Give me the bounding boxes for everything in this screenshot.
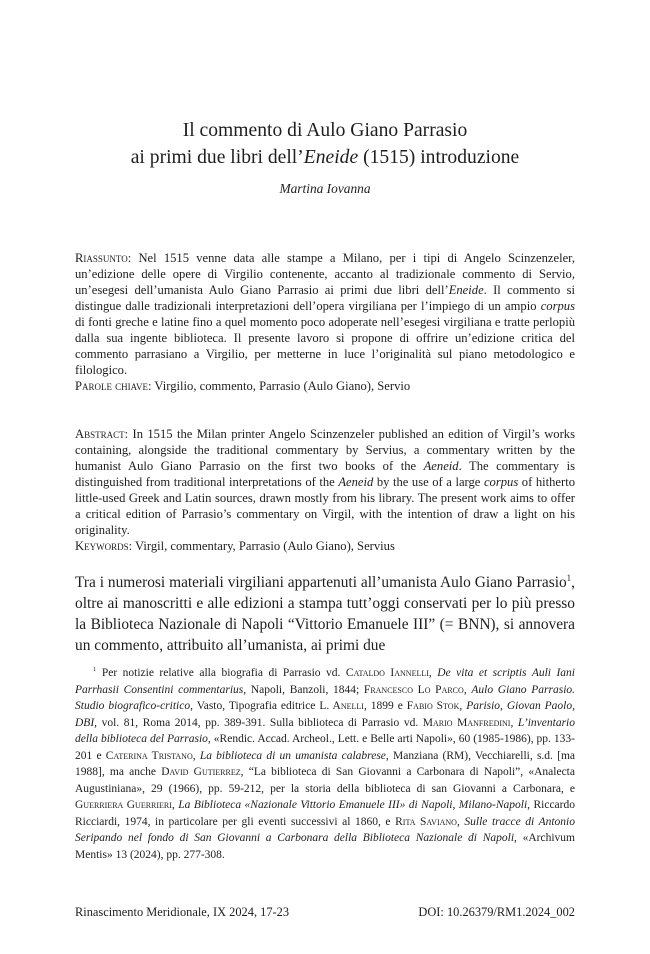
footnote-text: ,: [510, 716, 518, 729]
title-line-2: [131, 147, 520, 168]
footnote-author: Francesco Lo Parco: [363, 683, 464, 696]
abstract-keywords: [75, 538, 575, 554]
doi-link[interactable]: DOI: 10.26379/RM1.2024_002: [418, 905, 575, 919]
riassunto-italic: corpus: [540, 299, 575, 313]
footnote-text: , Riccardo Ricciardi, 1974, in particolare per gli eventi successivi al 1860, e: [75, 799, 575, 828]
footnote-text: , Manziana (RM), Vecchiarelli, s.d. [ma 1988], ma anche: [75, 749, 576, 778]
footnote-text: Per notizie relative alla biografia di Parrasio vd.: [96, 667, 346, 679]
abstract-text: of hitherto little-used Greek and Latin sources, drawn mostly from his library. The present work aims to offer a critical edition of Parrasio’s commentary on Virgil, with the intention of draw a light on his originality.: [75, 475, 575, 537]
footnote-ref[interactable]: 1: [566, 572, 572, 583]
footnote-title: Parisio, Giovan Paolo, DBI: [75, 700, 576, 729]
keywords-label: Parole chiave: [75, 379, 148, 393]
riassunto-text: di fonti greche e latine fino a quel momento poco adoperate nell’esegesi virgiliana e tratte perlopiù dalla sua ingente biblioteca. Il presente lavoro si propone di offrire un’edizione critica del commento parrasiano a Virgilio, per metterne in luce l’originalità sul piano metodologico e filologico.: [75, 315, 575, 377]
author-name: Martina Iovanna: [279, 181, 371, 196]
footnote-text: , «Rendic. Accad. Archeol., Lett. e Belle arti Napoli», 60 (1985-1986), pp. 133-201 e: [75, 733, 576, 762]
footnote-paragraph: [75, 665, 575, 863]
footnote-text: , 1899 e: [363, 700, 407, 712]
footnote-title: De vita et scriptis Auli Iani Parrhasii Consentini commentarius: [75, 667, 575, 696]
footnote-author: Guerriera Guerrieri: [75, 799, 172, 811]
abstract-text: . The commentary is distinguished from traditional interpretations of the: [75, 459, 575, 489]
body-text-span: Tra i numerosi materiali virgiliani appartenuti all’umanista Aulo Giano Parrasio: [75, 574, 567, 591]
title-work-name: Eneide: [303, 147, 359, 168]
footnote-author: Cataldo Iannelli: [345, 667, 429, 679]
journal-citation: Rinascimento Meridionale, IX 2024, 17-23: [75, 905, 290, 919]
riassunto-keywords: [75, 378, 575, 394]
body-text-span: , oltre ai manoscritti e alle edizioni a stampa tutt’oggi conservati per lo più presso la Biblioteca Nazionale di Napoli “Vittorio Emanuele III” (= BNN), si annovera un commento, attribuito all’umanista, ai primi due: [75, 574, 575, 654]
abstract-text: : In 1515 the Milan printer Angelo Scinzenzeler published an edition of Virgil’s works containing, alongside the traditional commentary by Servius, a commentary written by the humanist Aulo Giano Parrasio on the first two books of the: [75, 427, 575, 473]
footnote-title: La biblioteca di un umanista calabrese: [199, 749, 386, 762]
body-paragraph: [75, 572, 575, 656]
footnote: [75, 665, 575, 863]
article-title: [0, 117, 650, 171]
footnote-title: Aulo Giano Parrasio. Studio biografico-critico: [75, 683, 576, 712]
footnote-author: David Gutierrez: [161, 766, 241, 778]
abstract-text: by the use of a large: [373, 475, 484, 489]
keywords-text: : Virgil, commentary, Parrasio (Aulo Giano), Servius: [128, 539, 395, 553]
footnote-number: 1: [93, 666, 97, 674]
footnote-text: ,: [192, 749, 200, 762]
riassunto-paragraph: [75, 250, 575, 378]
footnote-author: Caterina Tristano: [105, 749, 193, 762]
riassunto-italic: Eneide: [448, 283, 484, 297]
body-text: [75, 572, 575, 656]
title-line-2-text: ai primi due libri dell’: [130, 147, 304, 168]
abstract-italic: Aeneid: [338, 475, 374, 489]
abstract-italic: corpus: [483, 475, 519, 489]
footnote-title: L’inventario della biblioteca del Parrasio: [75, 716, 575, 745]
title-line-2-suffix: (1515) introduzione: [358, 147, 520, 168]
footnote-author: Fabio Stok: [406, 700, 460, 712]
footnote-text: , Napoli, Banzoli, 1844;: [243, 683, 364, 696]
footnote-author: Rita Saviano: [395, 815, 457, 828]
abstract-paragraph: [75, 426, 575, 538]
abstract-block: [75, 426, 575, 554]
footnote-text: ,: [459, 700, 467, 712]
footnote-text: , “La biblioteca di San Giovanni a Carbonara di Napoli”, «Analecta Augustiniana», 29 (1966), pp. 59-212, per la storia della biblioteca di san Giovanni a Carbonara, e: [75, 766, 575, 795]
footnote-text: , Vasto, Tipografia editrice: [190, 700, 320, 712]
footnote-title: La Biblioteca «Nazionale Vittorio Emanuele III» di Napoli, Milano-Napoli: [178, 799, 528, 811]
title-line-1: Il commento di Aulo Giano Parrasio: [182, 120, 468, 141]
riassunto-label: Riassunto: [75, 251, 128, 265]
riassunto-text: . Il commento si distingue dalle tradizionali interpretazioni dell’opera virgiliana per l’impiego di un ampio: [75, 283, 575, 313]
keywords-label: Keywords: [75, 539, 129, 553]
footnote-smallcaps: L. Anelli: [319, 700, 364, 712]
footnote-text: ,: [463, 683, 472, 696]
footnote-text: , «Archivum Mentis» 13 (2024), pp. 277-308.: [75, 832, 575, 861]
keywords-text: : Virgilio, commento, Parrasio (Aulo Giano), Servio: [148, 379, 411, 393]
footnote-text: ,: [171, 799, 179, 811]
footnote-text: ,: [428, 667, 438, 679]
footnote-title: Sulle tracce di Antonio Seripando nel fondo di San Giovanni a Carbonara della Biblioteca Nazionale di Napoli: [75, 815, 575, 844]
footnote-author: Mario Manfredini: [422, 716, 511, 729]
footnote-text: ,: [456, 815, 465, 828]
riassunto-block: [75, 250, 575, 394]
abstract-italic: Aeneid: [423, 459, 459, 473]
footnote-text: , vol. 81, Roma 2014, pp. 389-391. Sulla biblioteca di Parrasio vd.: [94, 716, 423, 729]
abstract-label: Abstract: [75, 427, 125, 441]
riassunto-text: : Nel 1515 venne data alle stampe a Milano, per i tipi di Angelo Scinzenzeler, un’edizione delle opere di Virgilio contenente, accanto al tradizionale commento di Servio, un’esegesi dell’umanista Aulo Giano Parrasio ai primi due libri dell’: [75, 251, 575, 297]
